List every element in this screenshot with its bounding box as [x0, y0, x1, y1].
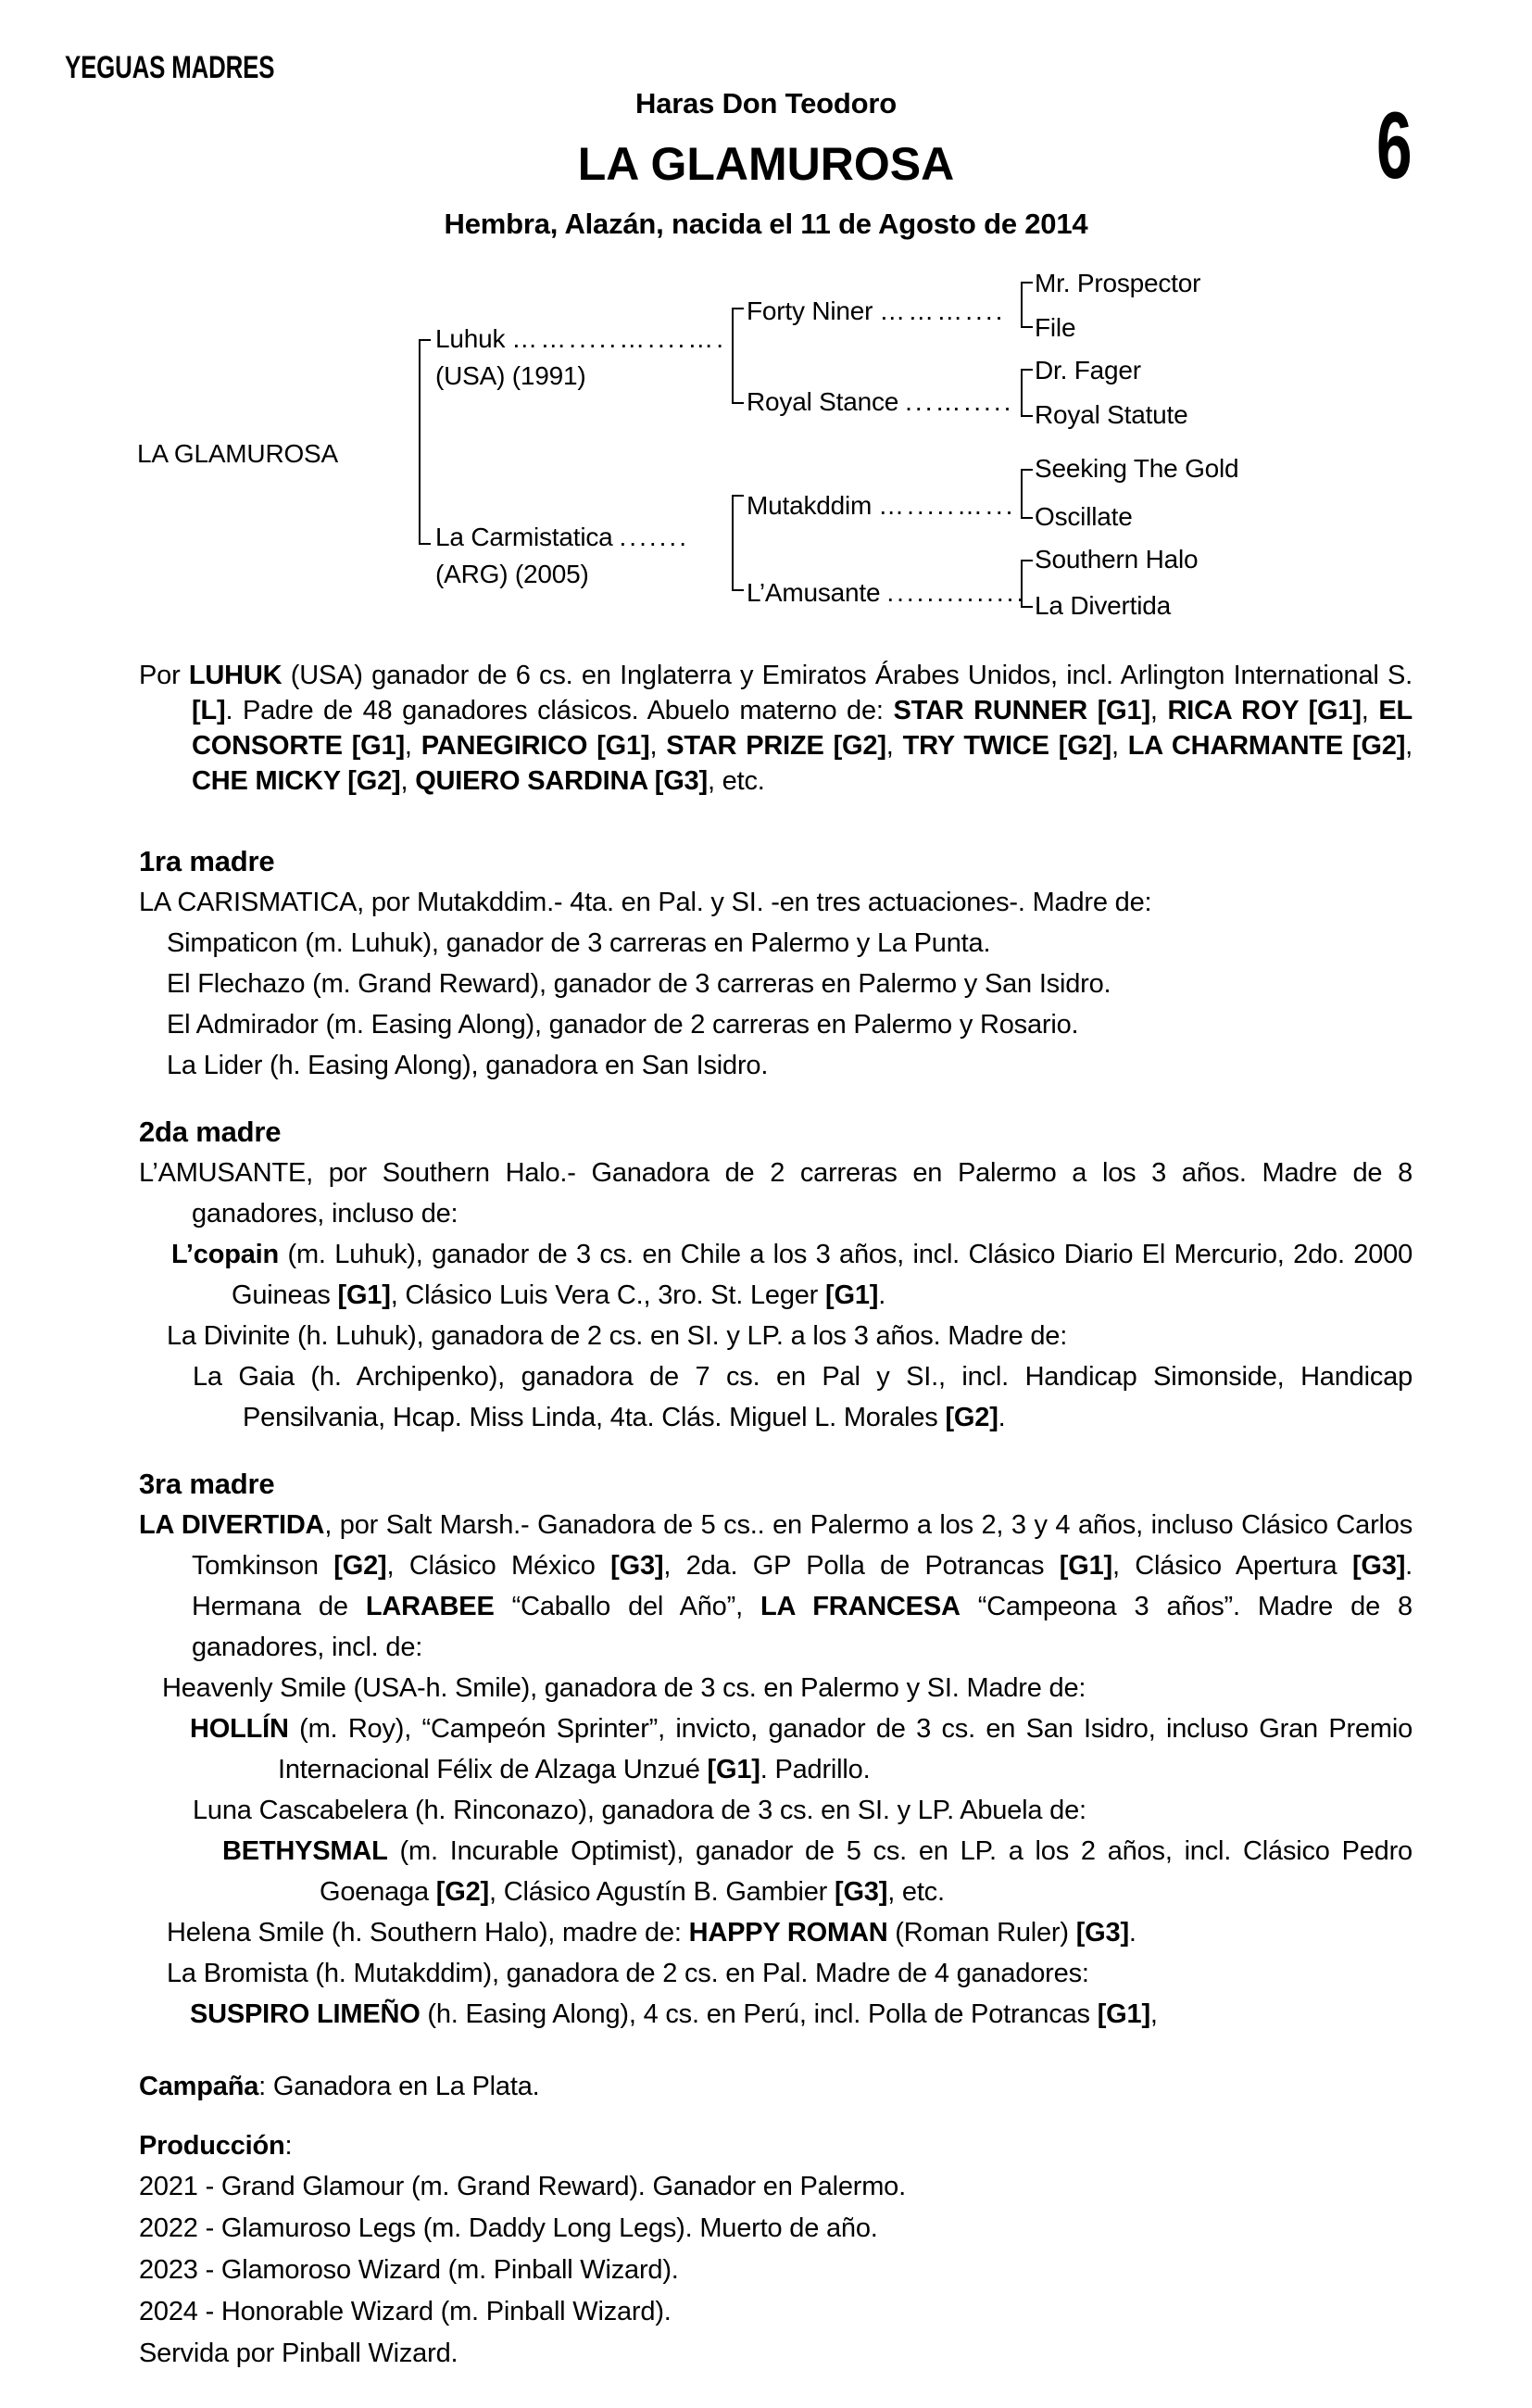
pedigree-dam-dam	[747, 574, 1026, 611]
pedigree-name: Royal Stance	[747, 387, 899, 416]
pedigree-sire-dam	[747, 384, 1013, 421]
pedigree-great-sire: Dr. Fager	[1035, 356, 1141, 385]
pedigree-sire	[435, 321, 726, 395]
pedigree-bracket-sire-dam	[1021, 369, 1033, 417]
mare-entry: LA DIVERTIDA, por Salt Marsh.- Ganadora de 5 cs.. en Palermo a los 2, 3 y 4 años, incluso Clásico Carlos Tomkinson [G2], Clásico México [G3], 2da. GP Polla de Potrancas [G1], Clásico Apertura [G3]. Hermana de LARABEE “Caballo del Año”, LA FRANCESA “Campeona 3 años”. Madre de 8 ganadores, incl. de:	[139, 1510, 1413, 1662]
section-2da-madre	[139, 1112, 1413, 1438]
section-3ra-madre	[139, 1464, 1413, 2035]
pedigree-sire-name: Luhuk	[435, 324, 506, 353]
pedigree-bracket-dam	[732, 495, 744, 591]
pedigree-great-sire: Southern Halo	[1035, 545, 1199, 574]
mare-entry: El Flechazo (m. Grand Reward), ganador de 3 carreras en Palermo y San Isidro.	[167, 969, 1111, 999]
mare-section-heading: 2da madre	[139, 1116, 282, 1148]
mare-section-heading: 3ra madre	[139, 1468, 275, 1500]
pedigree-bracket-dam-sire	[1021, 469, 1033, 519]
mare-entry: La Gaia (h. Archipenko), ganadora de 7 cs. en Pal y SI., incl. Handicap Simonside, Handicap Pensilvania, Hcap. Miss Linda, 4ta. Clás. Miguel L. Morales [G2].	[193, 1362, 1413, 1432]
production-line: 2023 - Glamoroso Wizard (m. Pinball Wizard).	[139, 2255, 679, 2285]
pedigree-dam	[435, 519, 689, 593]
pedigree-great-dam: File	[1035, 313, 1076, 342]
sire-note: Por LUHUK (USA) ganador de 6 cs. en Inglaterra y Emiratos Árabes Unidos, incl. Arlington International S. [L]. Padre de 48 ganadores clásicos. Abuelo materno de: STAR RUNNER [G1], RICA ROY [G1], EL CONSORTE [G1], PANEGIRICO [G1], STAR PRIZE [G2], TRY TWICE [G2], LA CHARMANTE [G2], CHE MICKY [G2], QUIERO SARDINA [G3], etc.	[139, 661, 1413, 796]
leader-dots: …….....…....….	[511, 324, 727, 353]
production-heading: Producción:	[139, 2131, 293, 2161]
mare-entry: La Lider (h. Easing Along), ganadora en San Isidro.	[167, 1051, 769, 1080]
pedigree-bracket-sire-sire	[1021, 282, 1033, 328]
production-line: 2021 - Grand Glamour (m. Grand Reward). Ganador en Palermo.	[139, 2172, 906, 2201]
mare-entry: Heavenly Smile (USA-h. Smile), ganadora de 3 cs. en Palermo y SI. Madre de:	[162, 1673, 1086, 1703]
pedigree-name: Mutakddim	[747, 491, 873, 520]
farm-name: Haras Don Teodoro	[635, 87, 897, 120]
pedigree-great-dam: Oscillate	[1035, 502, 1133, 531]
mare-entry: BETHYSMAL (m. Incurable Optimist), ganador de 5 cs. en LP. a los 2 años, incl. Clásico Pedro Goenaga [G2], Clásico Agustín B. Gambier [G3], etc.	[222, 1836, 1413, 1907]
pedigree-dam-origin: (ARG) (2005)	[435, 560, 589, 588]
mare-entry: Simpaticon (m. Luhuk), ganador de 3 carreras en Palermo y La Punta.	[167, 928, 991, 958]
pedigree-bracket-sire	[732, 308, 744, 404]
pedigree-dam-sire	[747, 487, 1015, 524]
production-line: Servida por Pinball Wizard.	[139, 2339, 458, 2368]
mare-entry: La Bromista (h. Mutakddim), ganadora de 2 cs. en Pal. Madre de 4 ganadores:	[167, 1959, 1089, 1988]
mare-entry: Helena Smile (h. Southern Halo), madre de: HAPPY ROMAN (Roman Ruler) [G3].	[167, 1918, 1136, 1948]
leader-dots: .......	[619, 523, 689, 551]
leader-dots: ………....	[879, 296, 1006, 325]
production-line: 2024 - Honorable Wizard (m. Pinball Wizard).	[139, 2297, 672, 2326]
mare-entry: Luna Cascabelera (h. Rinconazo), ganadora de 3 cs. en SI. y LP. Abuela de:	[193, 1796, 1086, 1825]
pedigree-great-dam: Royal Statute	[1035, 400, 1188, 429]
pedigree-name: Forty Niner	[747, 296, 873, 325]
mare-entry: SUSPIRO LIMEÑO (h. Easing Along), 4 cs. en Perú, incl. Polla de Potrancas [G1],	[190, 1999, 1158, 2029]
mare-entry: La Divinite (h. Luhuk), ganadora de 2 cs. en SI. y LP. a los 3 años. Madre de:	[167, 1321, 1068, 1351]
leader-dots: ..............	[886, 578, 1027, 607]
pedigree-great-sire: Mr. Prospector	[1035, 269, 1201, 297]
production-line: 2022 - Glamuroso Legs (m. Daddy Long Legs). Muerto de año.	[139, 2213, 878, 2243]
mare-entry: HOLLÍN (m. Roy), “Campeón Sprinter”, invicto, ganador de 3 cs. en San Isidro, incluso Gran Premio Internacional Félix de Alzaga Unzué [G1]. Padrillo.	[190, 1714, 1413, 1784]
pedigree-root-name: LA GLAMUROSA	[137, 439, 339, 468]
pedigree-tree	[0, 0, 1532, 653]
leader-dots: ….....…...	[878, 491, 1016, 520]
section-kicker: YEGUAS MADRES	[65, 50, 275, 85]
catalog-text	[139, 658, 1413, 2375]
mare-entry: L’copain (m. Luhuk), ganador de 3 cs. en Chile a los 3 años, incl. Clásico Diario El Mercurio, 2do. 2000 Guineas [G1], Clásico Luis Vera C., 3ro. St. Leger [G1].	[171, 1240, 1413, 1310]
pedigree-dam-name: La Carmistatica	[435, 523, 613, 551]
page-number: 6	[1376, 93, 1413, 198]
mare-entry: L’AMUSANTE, por Southern Halo.- Ganadora de 2 carreras en Palermo a los 3 años. Madre de 8 ganadores, incluso de:	[139, 1158, 1413, 1229]
pedigree-great-sire: Seeking The Gold	[1035, 454, 1239, 483]
pedigree-great-dam: La Divertida	[1035, 591, 1172, 620]
pedigree-sire-sire	[747, 293, 1005, 330]
campaign-line: Campaña: Ganadora en La Plata.	[139, 2072, 540, 2101]
pedigree-sire-origin: (USA) (1991)	[435, 361, 586, 390]
page-title: LA GLAMUROSA	[577, 138, 955, 190]
section-1ra-madre	[139, 841, 1413, 1086]
mare-entry: El Admirador (m. Easing Along), ganador de 2 carreras en Palermo y Rosario.	[167, 1010, 1079, 1040]
mare-section-heading: 1ra madre	[139, 845, 275, 877]
mare-entry: LA CARISMATICA, por Mutakddim.- 4ta. en Pal. y SI. -en tres actuaciones-. Madre de:	[139, 888, 1152, 917]
leader-dots: ...….....	[905, 387, 1014, 416]
pedigree-bracket-main	[419, 339, 431, 545]
pedigree-name: L’Amusante	[747, 578, 881, 607]
horse-description: Hembra, Alazán, nacida el 11 de Agosto de 2014	[444, 208, 1088, 240]
